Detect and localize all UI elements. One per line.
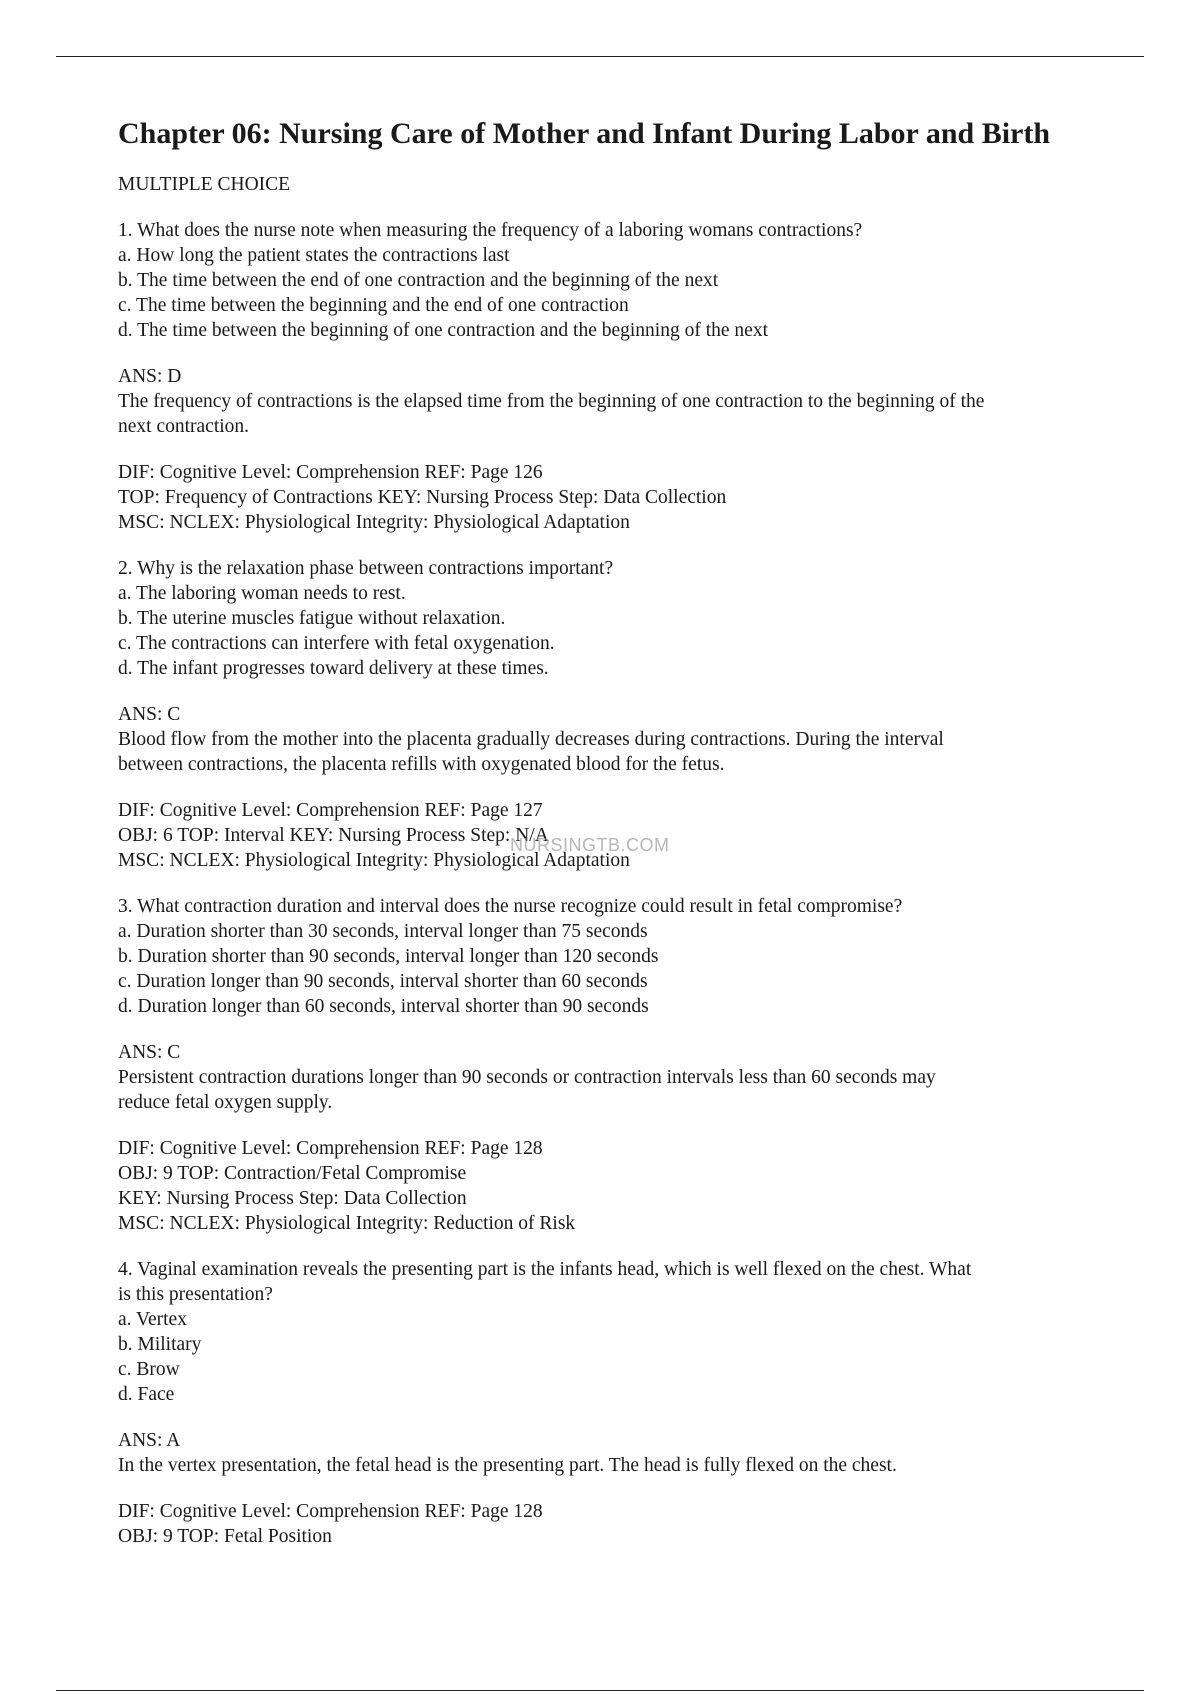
question-4-stem-line-2: is this presentation? <box>118 1284 273 1305</box>
question-1-answer: ANS: D <box>118 366 182 387</box>
question-2-option-b: b. The uterine muscles fatigue without relaxation. <box>118 608 506 629</box>
question-4-option-c: c. Brow <box>118 1359 180 1380</box>
question-2-option-a: a. The laboring woman needs to rest. <box>118 583 406 604</box>
question-1-meta-top: TOP: Frequency of Contractions KEY: Nursing Process Step: Data Collection <box>118 487 727 508</box>
question-2-option-c: c. The contractions can interfere with fetal oxygenation. <box>118 633 555 654</box>
question-1-meta-msc: MSC: NCLEX: Physiological Integrity: Physiological Adaptation <box>118 512 630 533</box>
question-3-option-b: b. Duration shorter than 90 seconds, interval longer than 120 seconds <box>118 946 659 967</box>
question-1-option-b: b. The time between the end of one contraction and the beginning of the next <box>118 270 719 291</box>
question-2-option-d: d. The infant progresses toward delivery at these times. <box>118 658 549 679</box>
question-4-rationale-line-1: In the vertex presentation, the fetal head is the presenting part. The head is fully flexed on the chest. <box>118 1455 897 1476</box>
question-4-body <box>118 1257 1098 1407</box>
question-2-meta-obj: OBJ: 6 TOP: Interval KEY: Nursing Process Step: N/A <box>118 825 549 846</box>
watermark: NURSINGTB.COM <box>510 835 670 855</box>
question-2-meta-msc: MSC: NCLEX: Physiological Integrity: Physiological Adaptation <box>118 850 630 871</box>
question-3-body <box>118 894 1098 1019</box>
question-1-answer-block <box>118 364 1098 439</box>
question-2-answer: ANS: C <box>118 704 181 725</box>
page-title: Chapter 06: Nursing Care of Mother and Infant During Labor and Birth <box>118 117 1051 150</box>
question-1-body <box>118 218 1098 343</box>
question-1-meta <box>118 460 1098 535</box>
question-1-option-a: a. How long the patient states the contractions last <box>118 245 510 266</box>
question-3 <box>118 894 1098 1236</box>
question-1-meta-dif: DIF: Cognitive Level: Comprehension REF: Page 126 <box>118 462 543 483</box>
question-1-stem: 1. What does the nurse note when measuring the frequency of a laboring womans contractions? <box>118 220 863 241</box>
section-heading: MULTIPLE CHOICE <box>118 174 291 195</box>
question-1-rationale-line-2: next contraction. <box>118 416 250 437</box>
question-4-meta-obj: OBJ: 9 TOP: Fetal Position <box>118 1526 332 1547</box>
question-3-meta <box>118 1136 1098 1236</box>
question-3-answer: ANS: C <box>118 1042 181 1063</box>
question-3-stem: 3. What contraction duration and interval does the nurse recognize could result in fetal compromise? <box>118 896 903 917</box>
question-1-rationale-line-1: The frequency of contractions is the elapsed time from the beginning of one contraction to the beginning of the <box>118 391 985 412</box>
question-3-rationale-line-2: reduce fetal oxygen supply. <box>118 1092 333 1113</box>
question-4-meta <box>118 1499 1098 1549</box>
top-rule <box>56 56 1144 57</box>
question-4-option-b: b. Military <box>118 1334 202 1355</box>
question-2 <box>118 556 1098 873</box>
question-1-option-c: c. The time between the beginning and the end of one contraction <box>118 295 629 316</box>
question-2-answer-block <box>118 702 1098 777</box>
question-2-body <box>118 556 1098 681</box>
question-4-option-a: a. Vertex <box>118 1309 187 1330</box>
question-3-meta-key: KEY: Nursing Process Step: Data Collection <box>118 1188 467 1209</box>
question-3-meta-msc: MSC: NCLEX: Physiological Integrity: Reduction of Risk <box>118 1213 576 1234</box>
question-4-answer: ANS: A <box>118 1430 181 1451</box>
question-4-stem-line-1: 4. Vaginal examination reveals the presenting part is the infants head, which is well flexed on the chest. What <box>118 1259 972 1280</box>
question-3-answer-block <box>118 1040 1098 1115</box>
question-3-option-a: a. Duration shorter than 30 seconds, interval longer than 75 seconds <box>118 921 648 942</box>
question-4-answer-block <box>118 1428 1098 1478</box>
question-2-rationale-line-1: Blood flow from the mother into the placenta gradually decreases during contractions. During the interval <box>118 729 944 750</box>
question-3-option-c: c. Duration longer than 90 seconds, interval shorter than 60 seconds <box>118 971 648 992</box>
question-1-option-d: d. The time between the beginning of one contraction and the beginning of the next <box>118 320 768 341</box>
question-3-rationale-line-1: Persistent contraction durations longer than 90 seconds or contraction intervals less than 60 seconds may <box>118 1067 936 1088</box>
question-2-rationale-line-2: between contractions, the placenta refills with oxygenated blood for the fetus. <box>118 754 725 775</box>
question-4-option-d: d. Face <box>118 1384 175 1405</box>
question-2-stem: 2. Why is the relaxation phase between contractions important? <box>118 558 614 579</box>
question-1 <box>118 218 1098 535</box>
question-3-meta-dif: DIF: Cognitive Level: Comprehension REF: Page 128 <box>118 1138 543 1159</box>
bottom-rule <box>56 1690 1144 1691</box>
question-4-meta-dif: DIF: Cognitive Level: Comprehension REF: Page 128 <box>118 1501 543 1522</box>
question-3-meta-obj: OBJ: 9 TOP: Contraction/Fetal Compromise <box>118 1163 467 1184</box>
question-2-meta-dif: DIF: Cognitive Level: Comprehension REF: Page 127 <box>118 800 543 821</box>
question-3-option-d: d. Duration longer than 60 seconds, interval shorter than 90 seconds <box>118 996 649 1017</box>
question-4 <box>118 1257 1098 1549</box>
